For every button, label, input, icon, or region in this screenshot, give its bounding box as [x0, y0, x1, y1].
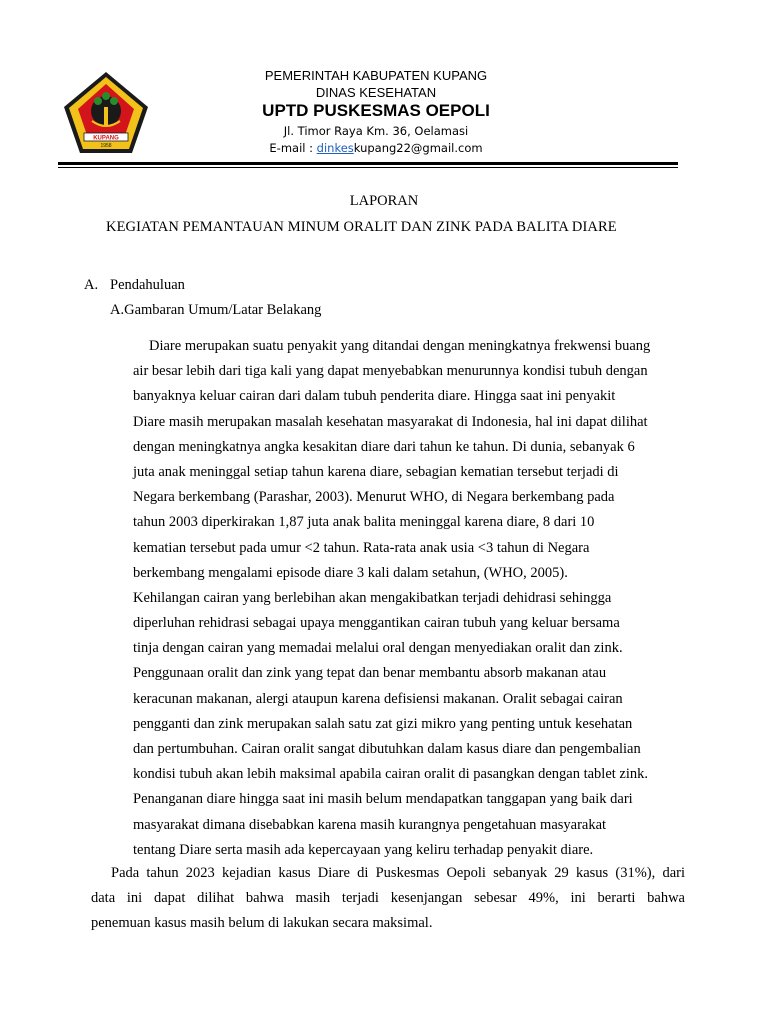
paragraph-line: Negara berkembang (Parashar, 2003). Menurut WHO, di Negara berkembang pada — [133, 489, 615, 506]
paragraph-line: kematian tersebut pada umur <2 tahun. Rata-rata anak usia <3 tahun di Negara — [133, 539, 590, 556]
background-paragraph — [133, 334, 686, 863]
paragraph-line: penemuan kasus masih belum di lakukan secara maksimal. — [91, 915, 433, 932]
section-letter: A. — [84, 277, 99, 293]
paragraph-line: Diare merupakan suatu penyakit yang ditandai dengan meningkatnya frekwensi buang — [149, 338, 651, 354]
paragraph-line: tinja dengan cairan yang memadai melalui oral dengan menyediakan oralit dan zink. — [133, 640, 623, 657]
paragraph-line: Diare masih merupakan masalah kesehatan masyarakat di Indonesia, hal ini dapat dilihat — [133, 413, 648, 430]
paragraph-line: kondisi tubuh akan lebih maksimal apabila cairan oralit di pasangkan dengan tablet zink. — [133, 766, 648, 783]
paragraph-line: tentang Diare serta masih ada kepercayaan yang keliru terhadap penyakit diare. — [133, 841, 594, 858]
letterhead-unit: UPTD PUSKESMAS OEPOLI — [262, 101, 490, 120]
paragraph-line: Penggunaan oralit dan zink yang tepat dan benar membantu absorb makanan atau — [133, 665, 607, 682]
letterhead-government: PEMERINTAH KABUPATEN KUPANG — [264, 68, 488, 83]
paragraph-line: pengganti dan zink merupakan salah satu zat gizi mikro yang penting untuk kesehatan — [133, 715, 633, 732]
logo-banner: KUPANG — [93, 135, 119, 142]
paragraph-line: berkembang mengalami episode diare 3 kali dalam setahun, (WHO, 2005). — [133, 564, 568, 581]
paragraph-line: Penanganan diare hingga saat ini masih belum mendapatkan tanggapan yang baik dari — [133, 791, 633, 808]
paragraph-line: keracunan makanan, alergi ataupun karena defisiensi makanan. Oralit sebagai cairan — [133, 690, 623, 707]
paragraph-line: diperluhan rehidrasi sebagai upaya menggantikan cairan tubuh yang keluar bersama — [133, 615, 620, 632]
kabupaten-kupang-logo-icon — [62, 71, 150, 155]
report-title: LAPORAN — [349, 193, 419, 209]
paragraph-line: Pada tahun 2023 kejadian kasus Diare di Puskesmas Oepoli sebanyak 29 kasus (31%), dari — [111, 865, 685, 881]
paragraph-line: air besar lebih dari tiga kali yang dapat menyebabkan menurunnya kondisi tubuh dengan — [133, 363, 648, 380]
report-subtitle: KEGIATAN PEMANTAUAN MINUM ORALIT DAN ZINK PADA BALITA DIARE — [106, 219, 617, 235]
paragraph-line: juta anak meninggal setiap tahun karena diare, sebagian kematian tersebut terjadi di — [133, 463, 619, 480]
section-title: Pendahuluan — [110, 277, 185, 293]
paragraph-line: dan pertumbuhan. Cairan oralit sangat dibutuhkan dalam kasus diare dan pengembalian — [133, 741, 641, 757]
letterhead-divider-thin — [58, 167, 678, 168]
letterhead-divider-thick — [58, 162, 678, 165]
email-prefix: E-mail : — [269, 141, 317, 155]
paragraph-line: masyarakat dimana disebabkan karena masih kurangnya pengetahuan masyarakat — [133, 816, 607, 833]
paragraph-line: data ini dapat dilihat bahwa masih terjadi kesenjangan sebesar 49%, ini berarti bahwa — [91, 890, 685, 907]
section-subtitle: A.Gambaran Umum/Latar Belakang — [110, 302, 322, 318]
logo-year: 1958 — [100, 143, 112, 149]
paragraph-line: Kehilangan cairan yang berlebihan akan mengakibatkan terjadi dehidrasi sehingga — [133, 589, 612, 606]
paragraph-line: dengan meningkatnya angka kesakitan diare dari tahun ke tahun. Di dunia, sebanyak 6 — [133, 438, 635, 455]
email-rest: kupang22@gmail.com — [353, 141, 483, 155]
letterhead-email — [206, 141, 546, 155]
email-link[interactable]: dinkes — [316, 141, 354, 155]
paragraph-line: tahun 2003 diperkirakan 1,87 juta anak balita meninggal karena diare, 8 dari 10 — [133, 514, 595, 531]
letterhead-department: DINAS KESEHATAN — [315, 85, 437, 100]
paragraph-line: banyaknya keluar cairan dari dalam tubuh penderita diare. Hingga saat ini penyakit — [133, 388, 616, 405]
letterhead-address: Jl. Timor Raya Km. 36, Oelamasi — [283, 124, 469, 138]
case-summary-paragraph — [91, 861, 685, 937]
